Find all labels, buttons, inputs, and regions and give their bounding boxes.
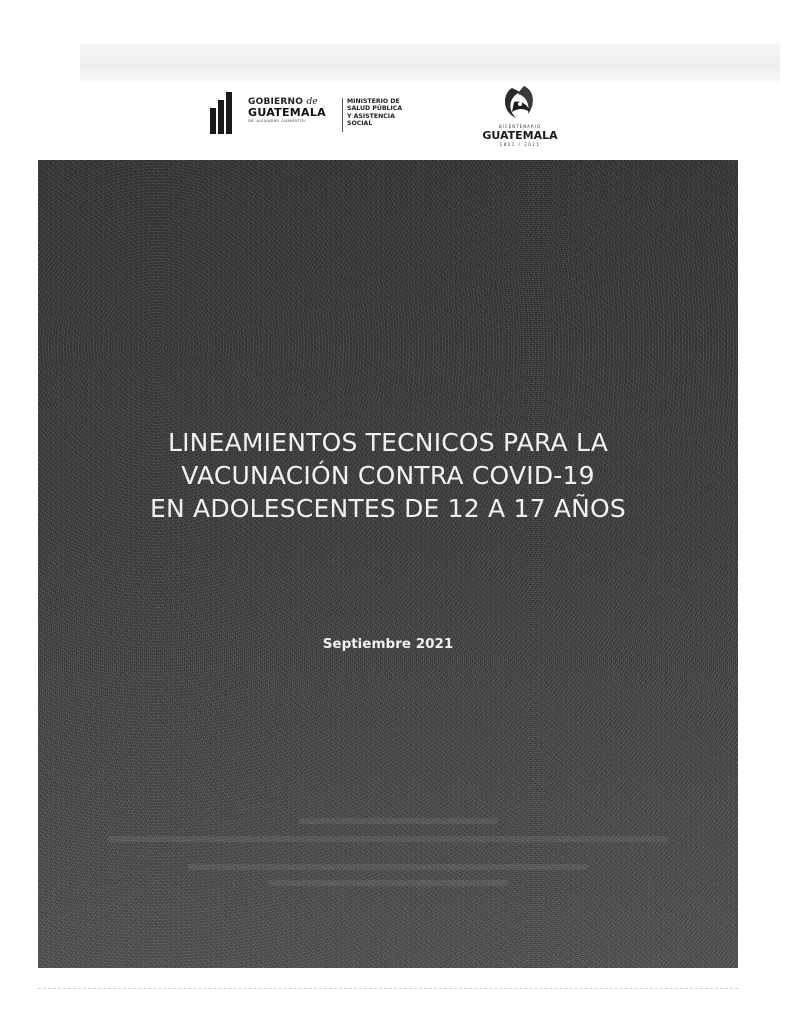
scan-artifact-band <box>80 44 780 82</box>
document-date: Septiembre 2021 <box>322 636 454 652</box>
gobierno-de: de <box>306 97 318 107</box>
bicentenario-years: 1821 / 2021 <box>499 142 541 147</box>
gobierno-line2: GUATEMALA <box>248 106 326 119</box>
bicentenario-small-text: BICENTENARIO <box>498 124 542 129</box>
bicentenario-big-text: GUATEMALA <box>482 129 558 142</box>
title-line-1: LINEAMIENTOS TECNICOS PARA LA <box>167 428 609 457</box>
ministry-name <box>347 98 402 128</box>
gobierno-wordmark <box>248 98 338 124</box>
document-title <box>78 426 698 525</box>
logo-divider <box>342 98 343 132</box>
gobierno-bars-icon <box>210 92 240 134</box>
gobierno-guatemala-logo <box>210 88 410 136</box>
title-line-2: VACUNACIÓN CONTRA COVID-19 <box>181 461 595 490</box>
page-header <box>0 82 791 160</box>
bicentenario-emblem-icon <box>494 82 546 124</box>
gobierno-word: GOBIERNO <box>248 97 304 107</box>
gobierno-line3: DR. ALEJANDRO GIAMMATTEI <box>248 119 306 123</box>
ministry-line1: MINISTERIO DE <box>347 98 400 105</box>
cover-panel <box>38 160 738 968</box>
ministry-line4: SOCIAL <box>347 120 373 128</box>
faded-illegible-text <box>98 818 678 898</box>
bicentenario-logo <box>470 82 570 152</box>
title-line-3: EN ADOLESCENTES DE 12 A 17 AÑOS <box>149 494 626 523</box>
bottom-scan-edge <box>38 988 738 990</box>
ministry-line2: SALUD PÚBLICA <box>347 105 403 113</box>
ministry-line3: Y ASISTENCIA <box>347 112 395 120</box>
